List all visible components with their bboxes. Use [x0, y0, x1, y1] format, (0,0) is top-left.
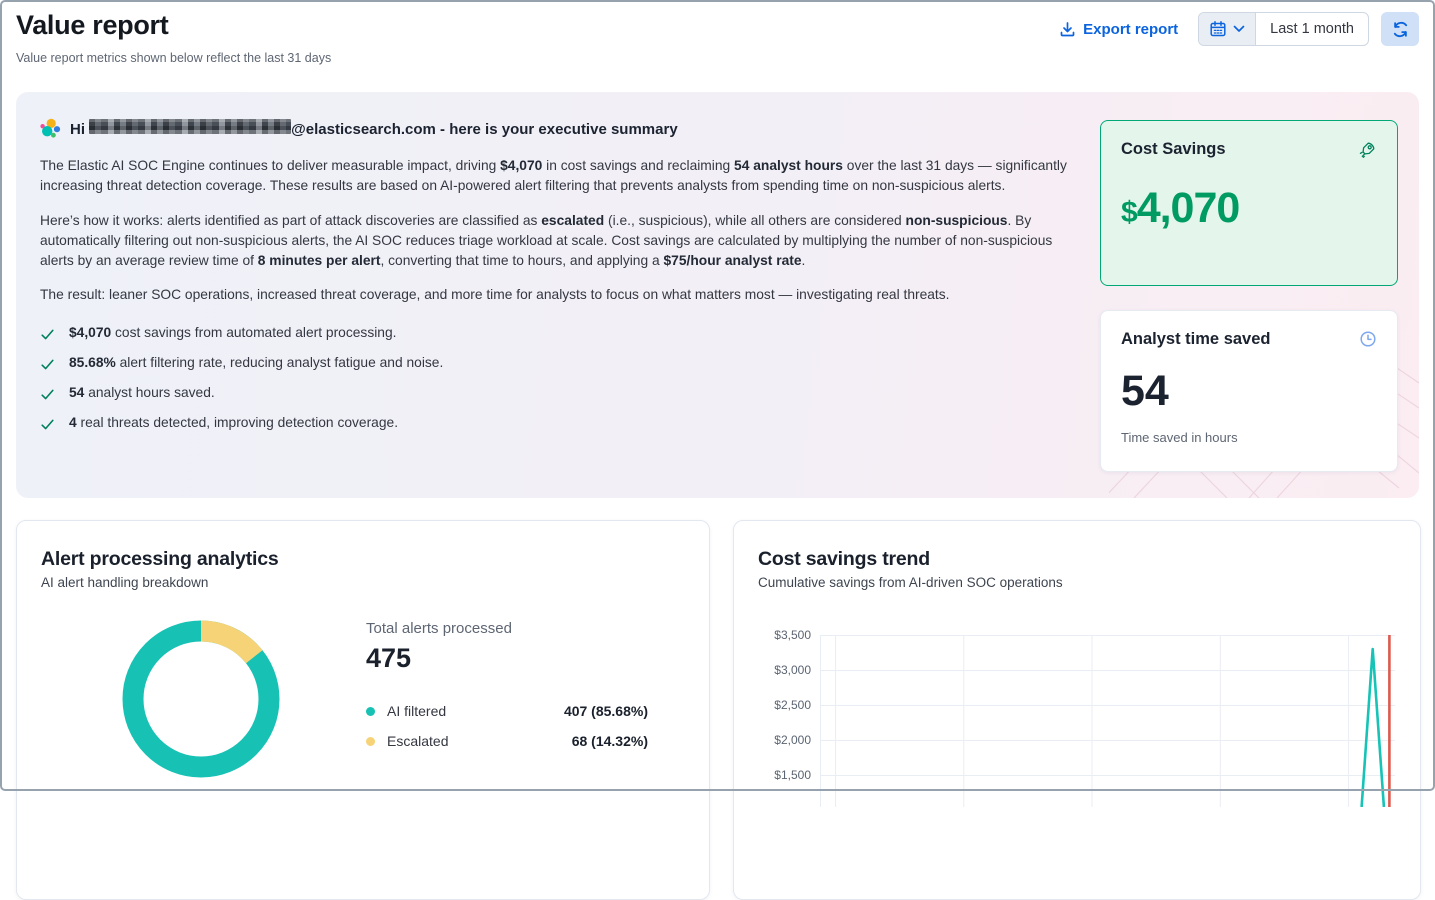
summary-paragraph-2: Here’s how it works: alerts identified as part of attack discoveries are classified as escalated (i.e., suspicious), while all others are considered non-suspicious. By automatically filtering out non-suspicious alerts, the AI SOC reduces triage workload at scale. Cost savings are calculated by multiplying the number of non-suspicious alerts by an average review time of 8 minutes per alert, converting that time to hours, and applying a $75/hour analyst rate. [40, 212, 1053, 269]
time-saved-title: Analyst time saved [1121, 330, 1271, 348]
legend-value: 407 (85.68%) [563, 703, 648, 719]
calendar-icon [1209, 20, 1227, 38]
alert-analytics-title: Alert processing analytics [41, 548, 279, 570]
summary-greeting [40, 118, 1086, 139]
checklist-value: 54 [69, 384, 85, 400]
cost-savings-title: Cost Savings [1121, 140, 1226, 158]
y-axis-tick: $2,000 [774, 733, 811, 747]
legend-dot [366, 737, 375, 746]
checklist-text: real threats detected, improving detection coverage. [76, 414, 399, 430]
page-header [16, 10, 1419, 80]
cost-trend-subtitle: Cumulative savings from AI-driven SOC operations [758, 575, 1063, 590]
check-icon [40, 387, 55, 402]
summary-content [40, 118, 1086, 445]
horizontal-gridlines [821, 636, 1396, 776]
checklist-value: 4 [69, 414, 77, 430]
cost-trend-chart [758, 628, 1396, 807]
checklist-value: 85.68% [69, 354, 116, 370]
greeting-suffix: @elasticsearch.com - here is your executive summary [291, 121, 678, 138]
y-axis-tick: $2,500 [774, 698, 811, 712]
time-saved-caption: Time saved in hours [1121, 430, 1238, 445]
refresh-icon [1391, 20, 1410, 39]
checklist-item-threats [40, 415, 1086, 432]
checklist-item-cost [40, 325, 1086, 342]
y-axis-tick: $3,500 [774, 628, 811, 642]
summary-paragraph-3: The result: leaner SOC operations, increased threat coverage, and more time for analysts to focus on what matters most — investigating real threats. [40, 287, 950, 303]
time-saved-value: 54 [1121, 367, 1169, 415]
greeting-prefix: Hi [70, 121, 85, 138]
y-axis-tick: $3,000 [774, 663, 811, 677]
vertical-gridlines [821, 635, 1349, 807]
greeting-text [70, 119, 678, 138]
cost-trend-plot [820, 635, 1395, 807]
alert-totals [366, 619, 648, 763]
check-icon [40, 327, 55, 342]
refresh-button[interactable] [1381, 12, 1419, 46]
date-range-label: Last 1 month [1270, 21, 1354, 37]
checklist-item-hours [40, 385, 1086, 402]
header-controls [1051, 12, 1419, 46]
checklist-text: analyst hours saved. [84, 384, 215, 400]
y-axis [758, 628, 820, 785]
cost-savings-value: $4,070 [1121, 184, 1240, 232]
legend-label: AI filtered [387, 703, 447, 719]
export-report-button[interactable] [1051, 15, 1186, 44]
checklist-text: alert filtering rate, reducing analyst fatigue and noise. [115, 354, 444, 370]
legend-label: Escalated [387, 733, 449, 749]
check-icon [40, 417, 55, 432]
checklist-text: cost savings from automated alert processing. [111, 324, 397, 340]
legend-item-ai-filtered [366, 703, 648, 719]
y-axis-tick: $1,500 [774, 768, 811, 782]
date-picker-calendar-button[interactable] [1199, 13, 1256, 45]
alert-legend [366, 703, 648, 749]
executive-summary-banner [16, 92, 1419, 498]
alert-analytics-subtitle: AI alert handling breakdown [41, 575, 209, 590]
chevron-down-icon [1233, 25, 1245, 33]
page-title: Value report [16, 10, 169, 40]
page-subtitle: Value report metrics shown below reflect the last 31 days [16, 51, 332, 65]
cost-trend-panel [733, 520, 1421, 900]
date-range-value[interactable] [1256, 13, 1368, 45]
alert-analytics-panel [16, 520, 710, 900]
trend-line [1362, 649, 1384, 807]
total-alerts-value: 475 [366, 643, 412, 673]
checklist-value: $4,070 [69, 324, 112, 340]
cost-trend-title: Cost savings trend [758, 548, 930, 570]
summary-paragraph-1: The Elastic AI SOC Engine continues to deliver measurable impact, driving $4,070 in cost savings and reclaiming 54 analyst hours over the last 31 days — significantly increasing threat detection coverage. These results are based on AI-powered alert filtering that prevents analysts from spending time on non-suspicious alerts. [40, 158, 1067, 194]
analyst-time-saved-card [1100, 310, 1398, 472]
ai-assistant-icon [40, 118, 61, 139]
check-icon [40, 357, 55, 372]
legend-value: 68 (14.32%) [571, 733, 648, 749]
checklist-item-filtering [40, 355, 1086, 372]
legend-item-escalated [366, 733, 648, 749]
rocket-icon [1357, 140, 1377, 160]
total-alerts-label: Total alerts processed [366, 620, 512, 637]
cost-savings-card [1100, 120, 1398, 286]
date-range-picker[interactable] [1198, 12, 1369, 46]
alert-donut-chart [121, 619, 281, 779]
clock-icon [1359, 330, 1377, 348]
export-report-label: Export report [1083, 20, 1179, 38]
download-icon [1059, 21, 1076, 38]
legend-dot [366, 707, 375, 716]
redacted-username [89, 119, 291, 134]
